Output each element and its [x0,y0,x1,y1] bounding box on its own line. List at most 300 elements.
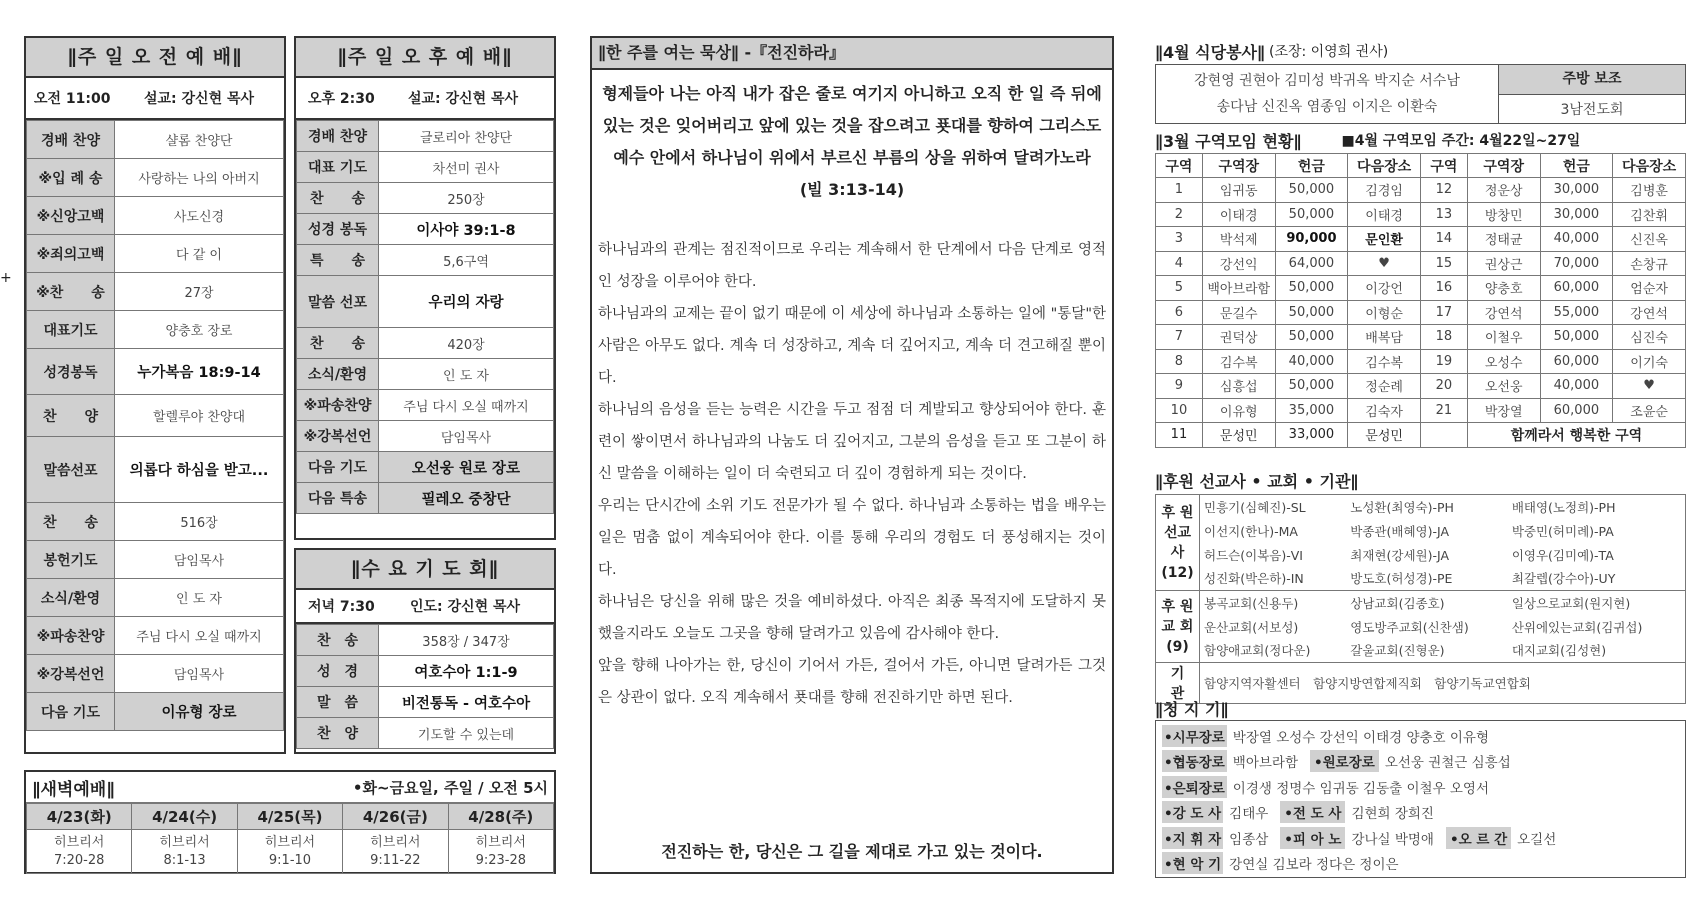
order-value: 인 도 자 [115,579,284,617]
officer-role: •현 악 기 [1162,852,1223,874]
district-cell: 권상근 [1467,251,1540,276]
district-cell: 방창민 [1467,202,1540,227]
order-label: 찬 송 [297,328,379,359]
mission-table [1155,494,1686,704]
officer-role: •협동장로 [1162,750,1227,772]
order-row [297,328,554,359]
order-value: 5,6구역 [379,245,554,276]
district-row [1156,398,1686,423]
order-row [27,503,284,541]
district-cell: 50,000 [1275,202,1348,227]
district-column-header: 구역장 [1467,154,1540,178]
order-value: 우리의 자랑 [379,276,554,328]
mission-row [1156,591,1686,615]
order-value: 비전통독 - 여호수아 [379,687,554,718]
district-cell: 50,000 [1275,374,1348,399]
order-row [297,483,554,514]
meditation-paragraph: 앞을 향해 나아가는 한, 당신이 기어서 가든, 걸어서 가든, 아니면 달려가든 그것은 상관이 없다. 오직 계속해서 푯대를 향해 전진하기만 하면 된다. [598,658,1106,706]
officer-names: 강연실 김보라 정다은 정이은 [1229,857,1399,874]
order-label: 대표기도 [27,311,115,349]
dawn-range: 8:1-13 [163,852,206,868]
district-cell: 오성수 [1467,349,1540,374]
afternoon-preacher: 설교: 강신현 목사 [408,91,519,107]
dawn-reading-table [26,803,554,874]
dawn-range: 9:23-28 [475,852,526,868]
order-label: 경배 찬양 [297,121,379,152]
order-value: 담임목사 [115,541,284,579]
officers-box [1155,720,1686,878]
district-cell: 문인환 [1348,227,1421,252]
district-column-header: 다음장소 [1348,154,1421,178]
order-row [27,693,284,731]
district-cell: 30,000 [1540,202,1613,227]
officer-role: •피 아 노 [1280,827,1345,849]
officer-names: 김현희 장희진 [1351,806,1434,823]
wednesday-time: 저녁 7:30 [308,599,375,615]
dawn-reading [132,830,237,874]
district-cell: 김수복 [1202,349,1275,374]
mission-row [1156,495,1686,519]
district-cell: 정운상 [1467,178,1540,203]
order-row [27,437,284,503]
district-cell: 70,000 [1540,251,1613,276]
dawn-book: 히브리서 [475,834,526,850]
kitchen-assist-label: 주방 보조 [1499,65,1685,95]
district-cell: 40,000 [1540,374,1613,399]
officer-names: 김태우 [1229,806,1269,823]
dawn-reading [27,830,132,874]
dawn-date: 4/26(금) [343,804,448,830]
kitchen-assist [1499,65,1685,123]
district-cell: 배복담 [1348,325,1421,350]
order-row [27,311,284,349]
order-row [27,197,284,235]
dawn-service-header [26,772,554,803]
order-value: 담임목사 [379,421,554,452]
district-cell: 17 [1420,300,1467,325]
order-value: 양충호 장로 [115,311,284,349]
order-label: ※찬 송 [27,273,115,311]
district-cell: 90,000 [1275,227,1348,252]
mission-entry: 성진화(박은하)-IN [1200,567,1347,591]
order-label: ※파송찬양 [27,617,115,655]
order-value: 주님 다시 오실 때까지 [379,390,554,421]
district-cell: 엄순자 [1613,276,1686,301]
order-value: 이유형 장로 [115,693,284,731]
order-label: 성경봉독 [27,349,115,395]
district-column-header: 구역장 [1202,154,1275,178]
officer-role: •은퇴장로 [1162,776,1227,798]
order-label: 성 경 [297,656,379,687]
district-cell: 오선웅 [1467,374,1540,399]
afternoon-service-info [296,78,554,120]
order-row [297,245,554,276]
officer-names: 이경생 정명수 임귀동 김동출 이철우 오영서 [1232,780,1489,797]
officer-names: 박장열 오성수 강선익 이태경 양충호 이유형 [1232,729,1489,746]
order-value: 오선웅 원로 장로 [379,452,554,483]
kitchen-members-line2: 송다남 신진옥 염종임 이지은 이환숙 [1216,99,1438,115]
district-cell: 문성민 [1202,423,1275,448]
district-header-row [1156,154,1686,178]
district-column-header: 다음장소 [1613,154,1686,178]
mission-entry: 최재현(강세원)-JA [1350,547,1449,563]
district-cell: 양충호 [1467,276,1540,301]
district-happy-group: 함께라서 행복한 구역 [1467,423,1685,448]
order-label: 찬 양 [27,395,115,437]
district-cell: 50,000 [1275,300,1348,325]
dawn-reading [448,830,553,874]
order-label: 찬 송 [297,183,379,214]
officer-role: •전 도 사 [1280,801,1345,823]
district-cell: 강연석 [1613,300,1686,325]
order-value: 인 도 자 [379,359,554,390]
kitchen-box [1155,64,1686,124]
order-label: 찬 송 [297,625,379,656]
dawn-date: 4/25(목) [237,804,342,830]
district-cell: 5 [1156,276,1203,301]
kitchen-members [1156,65,1499,123]
district-cell: 19 [1420,349,1467,374]
officer-line [1162,800,1679,826]
officer-line [1162,851,1679,877]
order-label: 다음 기도 [27,693,115,731]
order-label: 말씀선포 [27,437,115,503]
dawn-book: 히브리서 [370,834,421,850]
dawn-service-title: ∥새벽예배∥ [32,779,115,800]
order-label: 찬 양 [297,718,379,749]
district-cell: 임귀동 [1202,178,1275,203]
morning-service-title: ∥주 일 오 전 예 배∥ [26,38,284,78]
district-cell: 백아브라함 [1202,276,1275,301]
district-cell: 권덕상 [1202,325,1275,350]
district-cell: 10 [1156,398,1203,423]
district-cell: 조윤순 [1613,398,1686,423]
order-label: 특 송 [297,245,379,276]
dawn-reading [343,830,448,874]
order-value: 사도신경 [115,197,284,235]
order-label: 찬 송 [27,503,115,541]
district-cell: 50,000 [1275,325,1348,350]
meditation-box [590,36,1114,874]
district-cell: 심진숙 [1613,325,1686,350]
district-cell: 박석제 [1202,227,1275,252]
meditation-paragraph: 하나님의 음성을 듣는 능력은 시간을 두고 점점 더 계발되고 향상되어야 한다. 훈련이 쌓이면서 하나님과의 나눔도 더 깊어지고, 그분의 음성을 듣고 또 그분이 하신 말씀을 이해하는 일이 더 숙련되고 더 깊이 경험하게 되는 것이다. [598,402,1106,482]
district-cell: 60,000 [1540,276,1613,301]
order-row [297,656,554,687]
order-label: 다음 특송 [297,483,379,514]
order-label: ※강복선언 [297,421,379,452]
order-value: 250장 [379,183,554,214]
order-row [297,183,554,214]
dawn-range: 9:1-10 [268,852,312,868]
order-value: 누가복음 18:9-14 [115,349,284,395]
order-row [297,152,554,183]
wednesday-leader: 인도: 강신현 목사 [410,599,521,615]
order-label: 경배 찬양 [27,121,115,159]
district-cell: 김숙자 [1348,398,1421,423]
district-cell: 강연석 [1467,300,1540,325]
district-cell: 14 [1420,227,1467,252]
mission-entry: 대지교회(김성현) [1508,639,1686,663]
district-cell: 11 [1156,423,1203,448]
dawn-book: 히브리서 [264,834,316,850]
order-label: 다음 기도 [297,452,379,483]
mission-entry: 배태영(노정희)-PH [1508,495,1686,519]
mission-entry: 상남교회(김종호) [1346,591,1508,615]
officer-names: 강나실 박명애 [1351,831,1434,848]
mission-entry: 산위에있는교회(김귀섭) [1508,615,1686,639]
district-cell: 4 [1156,251,1203,276]
mission-entry: 함양애교회(정다운) [1200,639,1347,663]
district-cell: 김수복 [1348,349,1421,374]
district-cell: ♥ [1613,374,1686,399]
order-row [297,359,554,390]
meditation-title: ∥한 주를 여는 묵상∥ -『전진하라』 [592,38,1112,70]
order-row [27,579,284,617]
district-cell: 60,000 [1540,398,1613,423]
order-row [297,687,554,718]
order-row [297,214,554,245]
morning-preacher: 설교: 강신현 목사 [144,91,255,107]
order-row [27,273,284,311]
district-cell: 강선익 [1202,251,1275,276]
district-cell: 9 [1156,374,1203,399]
officer-role: •지 휘 자 [1162,827,1223,849]
district-row [1156,374,1686,399]
district-cell: 김찬휘 [1613,202,1686,227]
mission-entry: 이선지(한나)-MA [1204,523,1298,539]
district-column-header: 헌금 [1540,154,1613,178]
order-row [297,421,554,452]
order-label: 봉헌기도 [27,541,115,579]
mission-entry: 봉곡교회(신용두) [1200,591,1347,615]
district-cell: 3 [1156,227,1203,252]
district-row [1156,251,1686,276]
kitchen-leader: (조장: 이영희 권사) [1268,44,1389,60]
wednesday-info [296,590,554,624]
mission-entry: 민흥기(심혜진)-SL [1200,495,1347,519]
district-row [1156,178,1686,203]
order-value: 샬롬 찬양단 [115,121,284,159]
officer-names: 오길선 [1517,831,1557,848]
district-row [1156,227,1686,252]
district-cell: 정순례 [1348,374,1421,399]
order-row [27,655,284,693]
district-cell: 문길수 [1202,300,1275,325]
district-cell: 21 [1420,398,1467,423]
district-cell: 문성민 [1348,423,1421,448]
meditation-paragraph: 우리는 단시간에 소위 기도 전문가가 될 수 없다. 하나님과 소통하는 법을 배우는 일은 멈춤 없이 계속되어야 한다. 이를 통해 우리의 경험도 더 풍성해지는 것이다. [598,498,1106,578]
dawn-date-row [27,804,554,830]
district-row [1156,349,1686,374]
district-header [1155,128,1686,152]
mission-org-label: 기 관 [1156,663,1200,704]
order-label: ※강복선언 [27,655,115,693]
kitchen-header [1155,38,1685,64]
order-value: 할렐루야 찬양대 [115,395,284,437]
district-cell: 18 [1420,325,1467,350]
district-cell: 1 [1156,178,1203,203]
order-value: 27장 [115,273,284,311]
district-row [1156,202,1686,227]
dawn-date: 4/24(수) [132,804,237,830]
officer-role: •강 도 사 [1162,801,1223,823]
order-value: 420장 [379,328,554,359]
kitchen-members-line1: 강현영 권현아 김미성 박귀옥 박지순 서수남 [1194,73,1460,89]
district-row [1156,276,1686,301]
officer-names: 백아브라함 [1232,755,1299,772]
dawn-book: 히브리서 [54,834,105,850]
district-cell: 신진옥 [1613,227,1686,252]
afternoon-service-title: ∥주 일 오 후 예 배∥ [296,38,554,78]
mission-row [1156,615,1686,639]
wednesday-prayer-title: ∥수 요 기 도 회∥ [296,550,554,590]
district-cell: 김경임 [1348,178,1421,203]
order-row [27,349,284,395]
dawn-range: 7:20-28 [53,852,105,868]
afternoon-service-box [294,36,556,540]
afternoon-time: 오후 2:30 [308,91,375,107]
order-row [27,235,284,273]
order-value: 358장 / 347장 [379,625,554,656]
district-cell: 50,000 [1275,276,1348,301]
district-cell: 12 [1420,178,1467,203]
order-row [297,276,554,328]
meditation-closing: 전진하는 한, 당신은 그 길을 제대로 가고 있는 것이다. [661,842,1043,861]
order-value: 주님 다시 오실 때까지 [115,617,284,655]
officers-title: ∥청 지 기∥ [1155,699,1229,719]
district-cell: 15 [1420,251,1467,276]
order-value: 사랑하는 나의 아버지 [115,159,284,197]
district-cell: 이형순 [1348,300,1421,325]
order-label: 말씀 선포 [297,276,379,328]
order-label: 말 씀 [297,687,379,718]
wednesday-order-table [296,624,554,749]
district-cell: 50,000 [1275,178,1348,203]
district-cell: 이기숙 [1613,349,1686,374]
order-row [297,718,554,749]
order-row [297,452,554,483]
mission-entry: 박종관(배혜영)-JA [1350,523,1449,539]
mission-org-list: 함양지역자활센터 함양지방연합제직회 함양기독교연합회 [1200,663,1686,704]
kitchen-assist-value: 3남전도회 [1560,102,1624,118]
district-cell [1420,423,1467,448]
district-title: ∥3월 구역모임 현황∥ [1155,131,1302,151]
officer-line [1162,723,1679,749]
dawn-reading-row [27,830,554,874]
district-cell: 6 [1156,300,1203,325]
order-label: 소식/환영 [27,579,115,617]
district-cell: 64,000 [1275,251,1348,276]
order-label: ※죄의고백 [27,235,115,273]
mission-group-label: 후 원 선교사 (12) [1156,495,1200,591]
mission-entry: 허드슨(이복음)-VI [1204,547,1303,563]
morning-service-box [24,36,286,754]
meditation-paragraph: 하나님과의 관계는 점진적이므로 우리는 계속해서 한 단계에서 다음 단계로 영적인 성장을 이루어야 한다. [598,242,1106,290]
dawn-date: 4/23(화) [27,804,132,830]
order-value: 기도할 수 있는데 [379,718,554,749]
district-cell: 이태경 [1202,202,1275,227]
order-row [27,121,284,159]
officer-role: •원로장로 [1310,750,1379,772]
officer-line [1162,774,1679,800]
district-cell: 50,000 [1540,325,1613,350]
kitchen-title: ∥4월 식당봉사∥ [1155,42,1265,62]
district-column-header: 구역 [1156,154,1203,178]
order-label: 소식/환영 [297,359,379,390]
district-cell: 손창규 [1613,251,1686,276]
district-cell: 이유형 [1202,398,1275,423]
dawn-service-schedule: •화~금요일, 주일 / 오전 5시 [352,778,548,797]
wednesday-prayer-box [294,548,556,754]
order-value: 516장 [115,503,284,541]
mission-entry: 일상으로교회(원지현) [1508,591,1686,615]
meditation-paragraph: 하나님은 당신을 위해 많은 것을 예비하셨다. 아직은 최종 목적지에 도달하지 못했을지라도 오늘도 그곳을 향해 달려가고 있음에 감사해야 한다. [598,594,1106,642]
order-label: ※입 례 송 [27,159,115,197]
district-cell: 박장열 [1467,398,1540,423]
order-value: 글로리아 찬양단 [379,121,554,152]
district-cell: 20 [1420,374,1467,399]
order-row [297,625,554,656]
order-value: 다 같 이 [115,235,284,273]
officer-line [1162,825,1679,851]
district-cell: 13 [1420,202,1467,227]
mission-row [1156,567,1686,591]
district-cell: 이철우 [1467,325,1540,350]
district-table-wrap [1155,153,1686,448]
officer-role: •시무장로 [1162,725,1227,747]
meditation-paragraph: 하나님과의 교제는 끝이 없기 때문에 이 세상에 하나님과 소통하는 일에 "통달"한 사람은 아무도 없다. 계속 더 성장하고, 계속 더 깊어지고, 계속 더 견고해질 뿐이다. [598,306,1106,386]
district-cell: 7 [1156,325,1203,350]
district-cell: 30,000 [1540,178,1613,203]
order-label: ※파송찬양 [297,390,379,421]
order-label: 대표 기도 [297,152,379,183]
mission-entry: 최갈렙(강수아)-UY [1508,567,1686,591]
district-table [1155,153,1686,448]
order-label: 성경 봉독 [297,214,379,245]
district-column-header: 헌금 [1275,154,1348,178]
dawn-reading [237,830,342,874]
dawn-book: 히브리서 [159,834,210,850]
morning-service-info [26,78,284,120]
dawn-date: 4/28(주) [448,804,553,830]
order-row [27,395,284,437]
district-cell: 8 [1156,349,1203,374]
district-cell: 김병훈 [1613,178,1686,203]
district-period: ■4월 구역모임 주간: 4월22일~27일 [1341,133,1581,149]
morning-order-table [26,120,284,731]
district-cell: 이태경 [1348,202,1421,227]
district-cell: 33,000 [1275,423,1348,448]
mission-group-label: 후 원 교 회 (9) [1156,591,1200,663]
mission-entry: 운산교회(서보성) [1204,619,1299,635]
district-column-header: 구역 [1420,154,1467,178]
district-cell: 40,000 [1540,227,1613,252]
officer-role: •오 르 간 [1446,827,1511,849]
mission-entry: 방도호(허성경)-PE [1346,567,1508,591]
afternoon-order-table [296,120,554,514]
district-cell: 2 [1156,202,1203,227]
mission-entry: 갈울교회(진형운) [1346,639,1508,663]
district-cell: 정태균 [1467,227,1540,252]
district-cell: 55,000 [1540,300,1613,325]
order-value: 필레오 중창단 [379,483,554,514]
order-value: 담임목사 [115,655,284,693]
dawn-service-box [24,770,556,874]
meditation-body [592,206,1112,714]
mission-table-wrap [1155,494,1686,704]
order-row [297,121,554,152]
